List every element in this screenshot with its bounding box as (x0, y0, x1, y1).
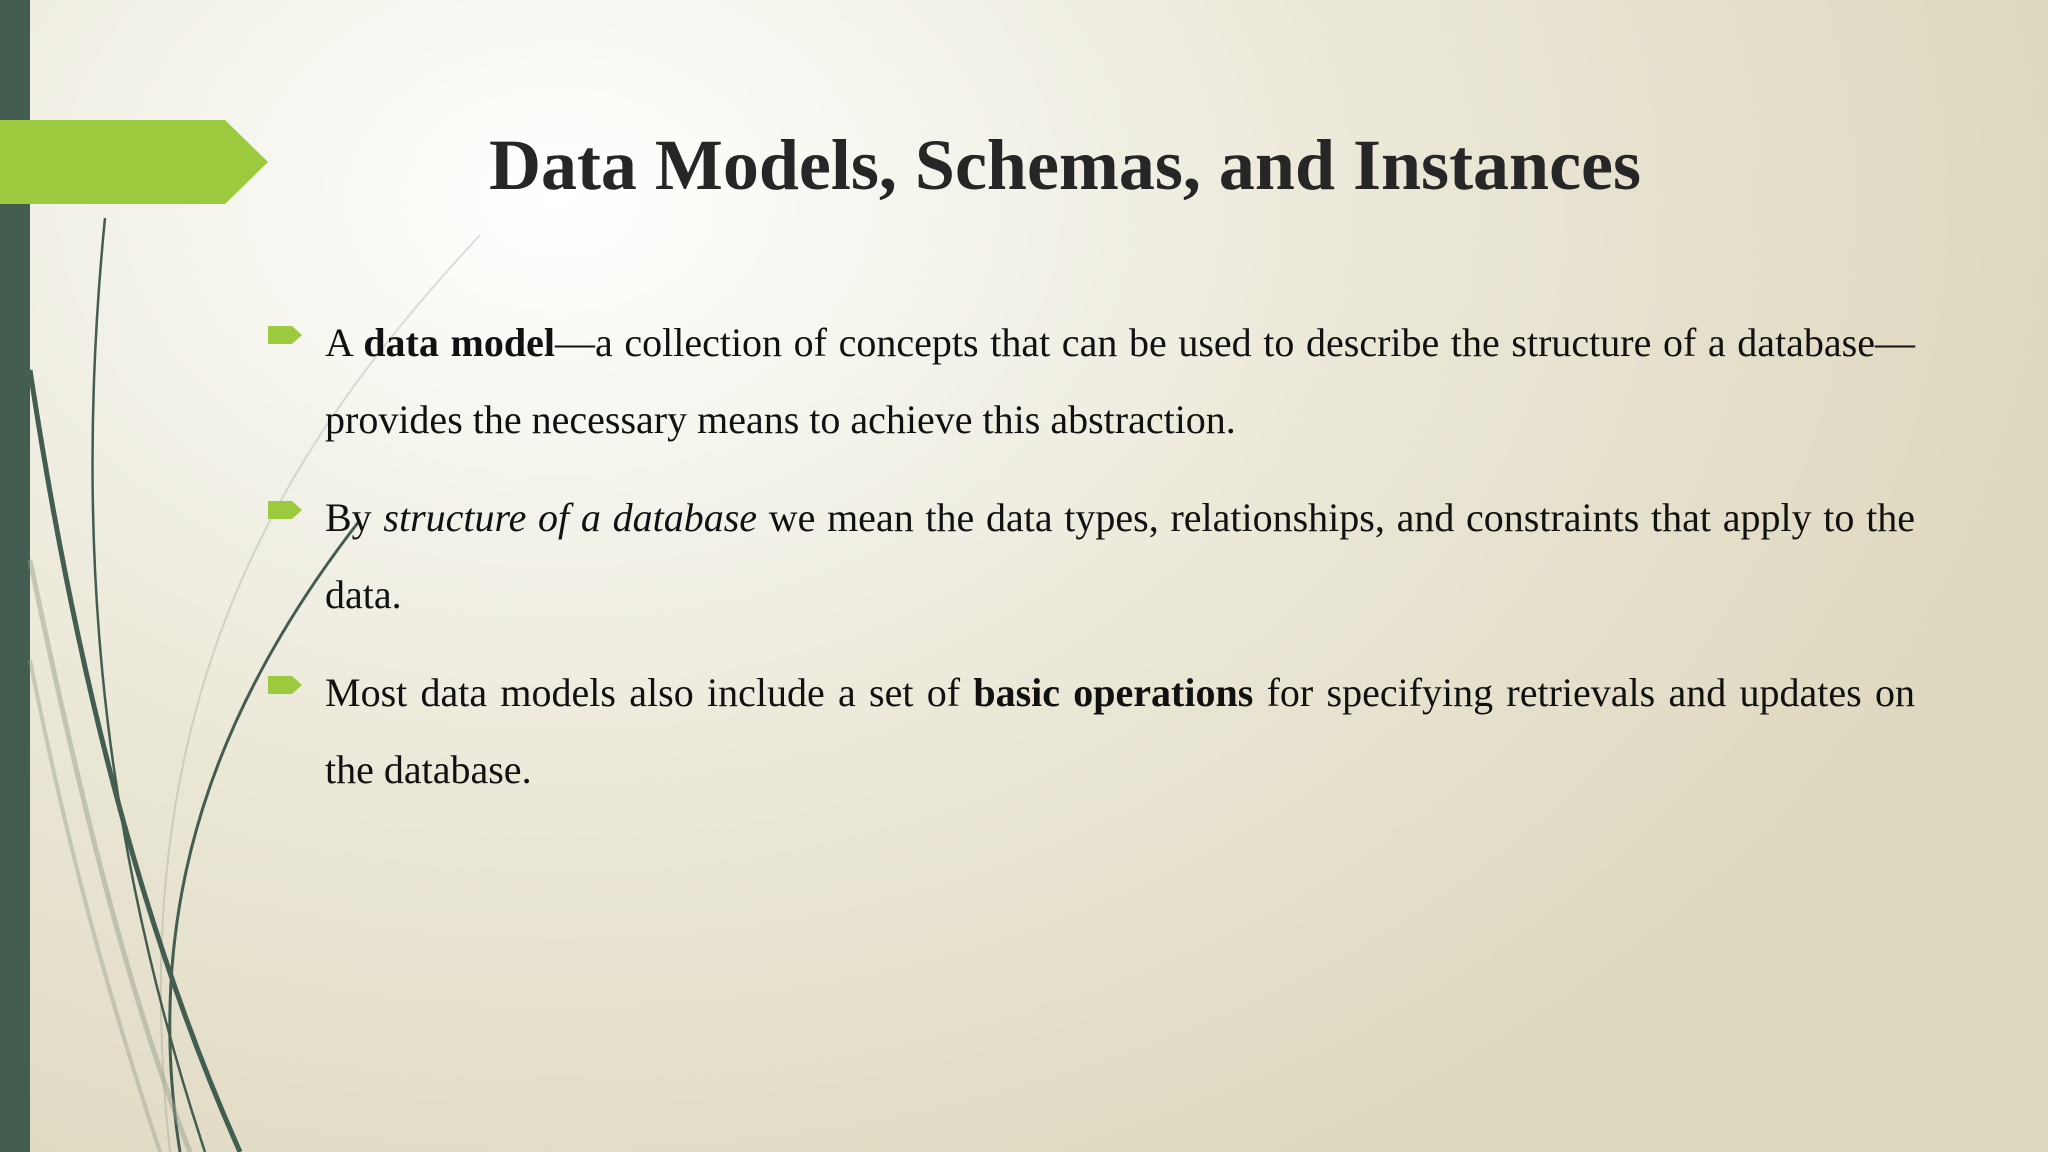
bold-term: basic operations (973, 670, 1254, 715)
bullet-text-segment: By (325, 495, 384, 540)
bullet-text (325, 304, 1915, 458)
bullet-text-segment: A (325, 320, 364, 365)
bullet-text (325, 654, 1915, 808)
bullet-text (325, 479, 1915, 633)
bullet-list (268, 304, 1915, 829)
arrow-bullet-icon (268, 501, 302, 519)
italic-term: structure of a database (383, 495, 758, 540)
slide-title: Data Models, Schemas, and Instances (488, 125, 1642, 205)
bullet-text-segment: for specifying retrievals and updates on the database. (325, 670, 1916, 792)
bullet-item (268, 479, 1915, 633)
bullet-item (268, 304, 1915, 458)
arrow-bullet-icon (268, 326, 302, 344)
bullet-text-segment: Most data models also include a set of (325, 670, 974, 715)
bold-term: data model (363, 320, 555, 365)
bullet-text-segment: —a collection of concepts that can be used to describe the structure of a database—provides the necessary means to achieve this abstraction. (325, 320, 1916, 442)
bullet-item (268, 654, 1915, 808)
bullet-text-segment: we mean the data types, relationships, and constraints that apply to the data. (325, 495, 1915, 617)
green-arrow-tab (0, 120, 268, 204)
arrow-bullet-icon (268, 676, 302, 694)
